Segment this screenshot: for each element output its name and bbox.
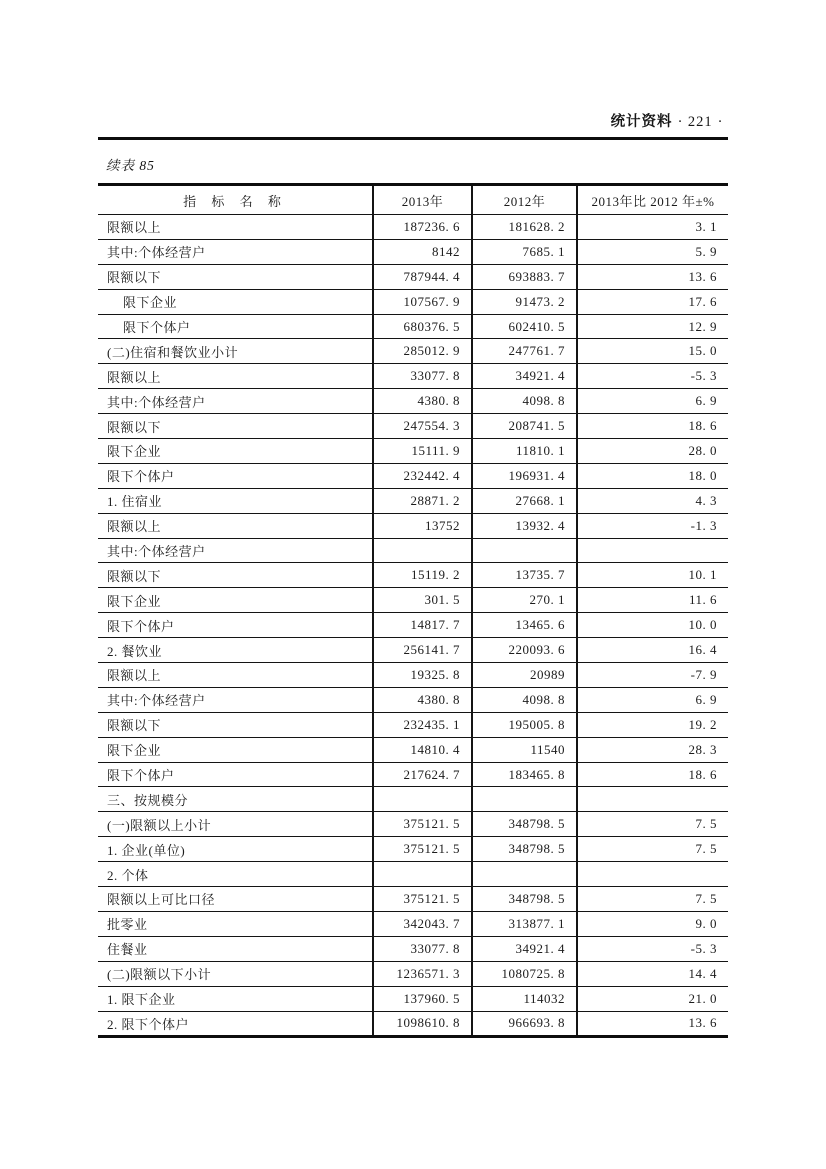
value-2013: 342043. 7	[373, 911, 472, 936]
indicator-name: 限下企业	[98, 737, 373, 762]
indicator-name: 限下个体户	[98, 762, 373, 787]
indicator-name: 限下企业	[98, 439, 373, 464]
value-change-pct: 4. 3	[577, 488, 728, 513]
value-change-pct: 18. 6	[577, 762, 728, 787]
value-2013: 1098610. 8	[373, 1011, 472, 1037]
running-head	[98, 110, 728, 131]
value-2013: 232435. 1	[373, 712, 472, 737]
value-2013: 14810. 4	[373, 737, 472, 762]
value-2013: 375121. 5	[373, 887, 472, 912]
indicator-name: 限额以上	[98, 364, 373, 389]
value-2013: 301. 5	[373, 588, 472, 613]
table-row	[98, 837, 728, 862]
indicator-name: 限下企业	[98, 588, 373, 613]
table-row	[98, 538, 728, 563]
indicator-name: 2. 限下个体户	[98, 1011, 373, 1037]
indicator-name: 1. 住宿业	[98, 488, 373, 513]
value-2013: 787944. 4	[373, 264, 472, 289]
value-2013: 680376. 5	[373, 314, 472, 339]
value-2013	[373, 787, 472, 812]
indicator-name: (一)限额以上小计	[98, 812, 373, 837]
table-row	[98, 389, 728, 414]
value-2012: 7685. 1	[472, 239, 577, 264]
table-row	[98, 264, 728, 289]
table-row	[98, 936, 728, 961]
value-2013: 375121. 5	[373, 837, 472, 862]
value-2012: 247761. 7	[472, 339, 577, 364]
indicator-name: 限下个体户	[98, 463, 373, 488]
table-row	[98, 513, 728, 538]
value-2013: 4380. 8	[373, 687, 472, 712]
page-number: 221	[687, 114, 713, 130]
value-2012: 13735. 7	[472, 563, 577, 588]
indicator-name: 1. 企业(单位)	[98, 837, 373, 862]
indicator-name: 限下企业	[98, 289, 373, 314]
indicator-name: (二)住宿和餐饮业小计	[98, 339, 373, 364]
table-row	[98, 1011, 728, 1037]
value-change-pct: -7. 9	[577, 663, 728, 688]
value-change-pct: 3. 1	[577, 215, 728, 240]
value-change-pct: 18. 0	[577, 463, 728, 488]
indicator-name: 限额以上	[98, 663, 373, 688]
value-2012: 114032	[472, 986, 577, 1011]
value-change-pct: 12. 9	[577, 314, 728, 339]
value-2013: 256141. 7	[373, 638, 472, 663]
table-row	[98, 463, 728, 488]
table-body	[98, 215, 728, 1037]
value-2012: 20989	[472, 663, 577, 688]
value-change-pct: 28. 0	[577, 439, 728, 464]
value-2013: 247554. 3	[373, 414, 472, 439]
value-2013: 375121. 5	[373, 812, 472, 837]
value-2012: 27668. 1	[472, 488, 577, 513]
value-2012: 11540	[472, 737, 577, 762]
value-change-pct: 7. 5	[577, 812, 728, 837]
column-header-2012: 2012年	[472, 185, 577, 215]
table-row	[98, 887, 728, 912]
indicator-name: 限额以上	[98, 215, 373, 240]
value-2012: 195005. 8	[472, 712, 577, 737]
value-2013: 187236. 6	[373, 215, 472, 240]
indicator-name: 限额以下	[98, 563, 373, 588]
value-2012	[472, 538, 577, 563]
value-2013: 232442. 4	[373, 463, 472, 488]
value-2012: 4098. 8	[472, 687, 577, 712]
value-change-pct: 16. 4	[577, 638, 728, 663]
column-header-indicator: 指 标 名 称	[98, 185, 373, 215]
separator-dot: ·	[717, 114, 723, 130]
table-row	[98, 239, 728, 264]
value-change-pct: -5. 3	[577, 364, 728, 389]
value-2013: 19325. 8	[373, 663, 472, 688]
table-row	[98, 762, 728, 787]
indicator-name: 限下个体户	[98, 613, 373, 638]
table-row	[98, 961, 728, 986]
indicator-name: 限额以下	[98, 264, 373, 289]
value-2013: 1236571. 3	[373, 961, 472, 986]
value-2013	[373, 538, 472, 563]
value-2012: 693883. 7	[472, 264, 577, 289]
value-change-pct: 7. 5	[577, 837, 728, 862]
table-row	[98, 737, 728, 762]
separator-dot: ·	[677, 114, 683, 130]
value-2013: 33077. 8	[373, 936, 472, 961]
value-change-pct: 14. 4	[577, 961, 728, 986]
value-change-pct: 13. 6	[577, 1011, 728, 1037]
value-change-pct: -5. 3	[577, 936, 728, 961]
value-2012: 34921. 4	[472, 936, 577, 961]
value-change-pct: 9. 0	[577, 911, 728, 936]
value-2012: 196931. 4	[472, 463, 577, 488]
table-row	[98, 986, 728, 1011]
value-2012: 4098. 8	[472, 389, 577, 414]
value-change-pct	[577, 862, 728, 887]
table-row	[98, 488, 728, 513]
indicator-name: 限额以下	[98, 414, 373, 439]
value-2012: 348798. 5	[472, 837, 577, 862]
value-change-pct: 6. 9	[577, 389, 728, 414]
value-change-pct: 15. 0	[577, 339, 728, 364]
value-change-pct: 10. 1	[577, 563, 728, 588]
table-row	[98, 314, 728, 339]
statistics-table	[98, 183, 728, 1038]
value-2013: 28871. 2	[373, 488, 472, 513]
book-title: 统计资料	[610, 114, 673, 130]
table-row	[98, 613, 728, 638]
indicator-name: 其中:个体经营户	[98, 239, 373, 264]
indicator-name: 其中:个体经营户	[98, 538, 373, 563]
value-change-pct: 17. 6	[577, 289, 728, 314]
value-2013: 15119. 2	[373, 563, 472, 588]
value-2012: 91473. 2	[472, 289, 577, 314]
value-2012: 34921. 4	[472, 364, 577, 389]
indicator-name: 1. 限下企业	[98, 986, 373, 1011]
indicator-name: 限额以上可比口径	[98, 887, 373, 912]
value-change-pct: 28. 3	[577, 737, 728, 762]
value-2012: 1080725. 8	[472, 961, 577, 986]
value-2012: 181628. 2	[472, 215, 577, 240]
table-caption: 续表 85	[106, 158, 155, 173]
value-2012: 13465. 6	[472, 613, 577, 638]
value-change-pct	[577, 538, 728, 563]
value-2013: 14817. 7	[373, 613, 472, 638]
value-2013: 33077. 8	[373, 364, 472, 389]
indicator-name: 其中:个体经营户	[98, 389, 373, 414]
table-row	[98, 687, 728, 712]
value-2013: 8142	[373, 239, 472, 264]
indicator-name: 三、按规模分	[98, 787, 373, 812]
value-2012: 183465. 8	[472, 762, 577, 787]
value-2012: 11810. 1	[472, 439, 577, 464]
page-content	[98, 0, 728, 1038]
value-change-pct: 11. 6	[577, 588, 728, 613]
table-row	[98, 812, 728, 837]
table-row	[98, 339, 728, 364]
value-change-pct: 21. 0	[577, 986, 728, 1011]
indicator-name: 2. 餐饮业	[98, 638, 373, 663]
value-2013: 4380. 8	[373, 389, 472, 414]
indicator-name: 批零业	[98, 911, 373, 936]
value-2013	[373, 862, 472, 887]
value-change-pct	[577, 787, 728, 812]
value-2013: 285012. 9	[373, 339, 472, 364]
table-header-row	[98, 185, 728, 215]
indicator-name: (二)限额以下小计	[98, 961, 373, 986]
table-row	[98, 862, 728, 887]
value-change-pct: 10. 0	[577, 613, 728, 638]
column-header-2013: 2013年	[373, 185, 472, 215]
indicator-name: 住餐业	[98, 936, 373, 961]
value-2012: 966693. 8	[472, 1011, 577, 1037]
table-row	[98, 364, 728, 389]
table-row	[98, 911, 728, 936]
indicator-name: 限下个体户	[98, 314, 373, 339]
value-change-pct: 18. 6	[577, 414, 728, 439]
table-row	[98, 414, 728, 439]
table-row	[98, 663, 728, 688]
value-2012: 220093. 6	[472, 638, 577, 663]
table-row	[98, 712, 728, 737]
header-rule	[98, 137, 728, 140]
value-2012: 602410. 5	[472, 314, 577, 339]
value-2013: 137960. 5	[373, 986, 472, 1011]
table-row	[98, 563, 728, 588]
value-2012: 270. 1	[472, 588, 577, 613]
value-change-pct: 19. 2	[577, 712, 728, 737]
value-2012: 313877. 1	[472, 911, 577, 936]
table-row	[98, 215, 728, 240]
value-2012: 208741. 5	[472, 414, 577, 439]
value-2013: 15111. 9	[373, 439, 472, 464]
value-change-pct: 7. 5	[577, 887, 728, 912]
table-row	[98, 289, 728, 314]
value-2013: 107567. 9	[373, 289, 472, 314]
table-row	[98, 787, 728, 812]
value-change-pct: 6. 9	[577, 687, 728, 712]
value-2012: 348798. 5	[472, 887, 577, 912]
value-2013: 13752	[373, 513, 472, 538]
indicator-name: 2. 个体	[98, 862, 373, 887]
table-header	[98, 185, 728, 215]
value-2013: 217624. 7	[373, 762, 472, 787]
indicator-name: 限额以上	[98, 513, 373, 538]
column-header-change: 2013年比 2012 年±%	[577, 185, 728, 215]
indicator-name: 限额以下	[98, 712, 373, 737]
value-2012: 13932. 4	[472, 513, 577, 538]
indicator-name: 其中:个体经营户	[98, 687, 373, 712]
value-change-pct: 13. 6	[577, 264, 728, 289]
value-change-pct: -1. 3	[577, 513, 728, 538]
table-row	[98, 439, 728, 464]
value-change-pct: 5. 9	[577, 239, 728, 264]
table-row	[98, 638, 728, 663]
table-row	[98, 588, 728, 613]
value-2012	[472, 787, 577, 812]
value-2012: 348798. 5	[472, 812, 577, 837]
value-2012	[472, 862, 577, 887]
